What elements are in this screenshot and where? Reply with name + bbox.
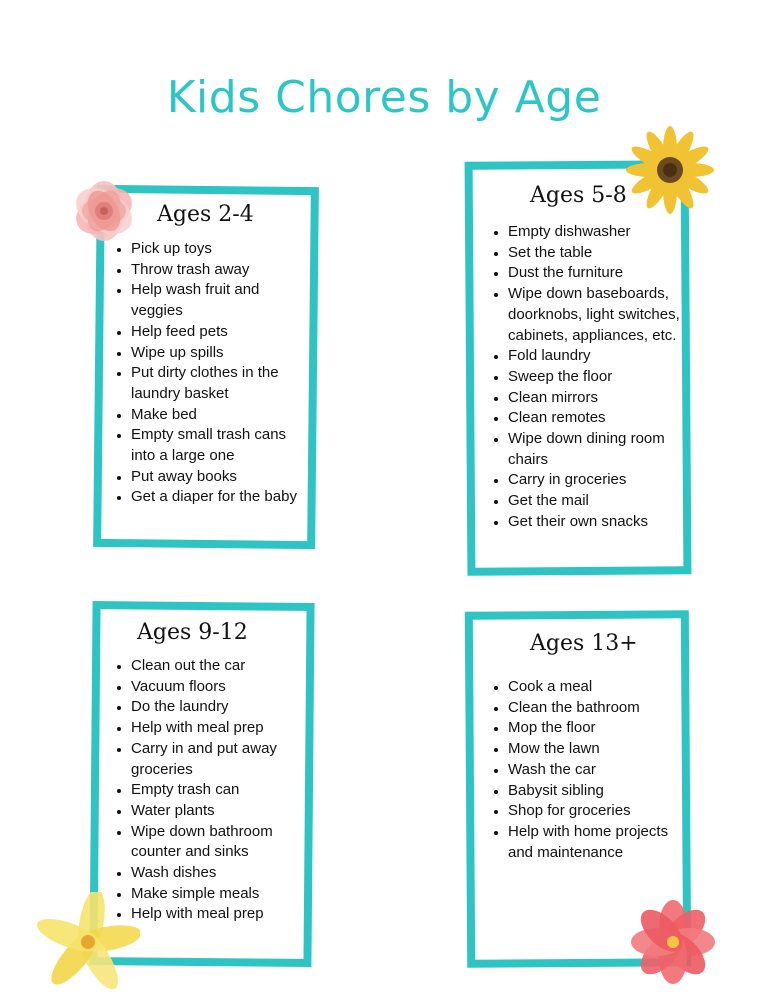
list-item: • Cook a meal	[508, 677, 678, 698]
list-item: • Set the table	[508, 243, 698, 264]
list-item: • Shop for groceries	[508, 801, 678, 822]
list-item: • Do the laundry	[131, 697, 311, 718]
list-item: • Wipe down bathroom counter and sinks	[131, 822, 311, 863]
list-item: • Help feed pets	[131, 322, 301, 343]
list-item: • Put dirty clothes in the laundry basket	[131, 363, 301, 404]
list-item: • Babysit sibling	[508, 781, 678, 802]
list-item: • Wipe up spills	[131, 343, 301, 364]
list-item: • Fold laundry	[508, 346, 698, 367]
list-item: • Help with meal prep	[131, 718, 311, 739]
list-item: • Clean the bathroom	[508, 698, 678, 719]
list-item: • Help with home projects and maintenance	[508, 822, 678, 863]
list-item: • Make simple meals	[131, 884, 311, 905]
card-heading: Ages 5-8	[530, 183, 627, 208]
list-item: • Clean remotes	[508, 408, 698, 429]
list-item: • Pick up toys	[131, 239, 301, 260]
card-heading: Ages 13+	[530, 631, 638, 656]
list-item: • Mop the floor	[508, 718, 678, 739]
list-item: • Help with meal prep	[131, 904, 311, 925]
list-item: • Wipe down dining room chairs	[508, 429, 698, 470]
yellow-sunflower-icon	[622, 122, 718, 218]
list-item: • Mow the lawn	[508, 739, 678, 760]
list-item: • Carry in groceries	[508, 470, 698, 491]
card-heading: Ages 9-12	[137, 620, 248, 645]
list-item: • Get their own snacks	[508, 512, 698, 533]
list-item: • Get a diaper for the baby	[131, 487, 301, 508]
pink-flower-icon	[54, 164, 154, 258]
list-item: • Empty small trash cans into a large one	[131, 425, 301, 466]
chore-list	[490, 677, 678, 863]
list-item: • Empty trash can	[131, 780, 311, 801]
list-item: • Throw trash away	[131, 260, 301, 281]
card-heading: Ages 2-4	[157, 202, 254, 227]
list-item: • Empty dishwasher	[508, 222, 698, 243]
list-item: • Make bed	[131, 405, 301, 426]
list-item: • Wash dishes	[131, 863, 311, 884]
red-flower-icon	[626, 896, 720, 988]
list-item: • Wipe down baseboards, doorknobs, light switches, cabinets, appliances, etc.	[508, 284, 698, 346]
list-item: • Clean mirrors	[508, 388, 698, 409]
list-item: • Water plants	[131, 801, 311, 822]
list-item: • Help wash fruit and veggies	[131, 280, 301, 321]
list-item: • Wash the car	[508, 760, 678, 781]
list-item: • Put away books	[131, 467, 301, 488]
list-item: • Get the mail	[508, 491, 698, 512]
page-title: Kids Chores by Age	[166, 72, 602, 123]
yellow-flower-icon	[36, 892, 140, 992]
chore-list	[113, 656, 311, 925]
list-item: • Dust the furniture	[508, 263, 698, 284]
list-item: • Clean out the car	[131, 656, 311, 677]
list-item: • Carry in and put away groceries	[131, 739, 311, 780]
chore-list	[490, 222, 698, 533]
chore-list	[113, 239, 301, 508]
card-ages-5-8	[466, 161, 690, 575]
list-item: • Sweep the floor	[508, 367, 698, 388]
list-item: • Vacuum floors	[131, 677, 311, 698]
